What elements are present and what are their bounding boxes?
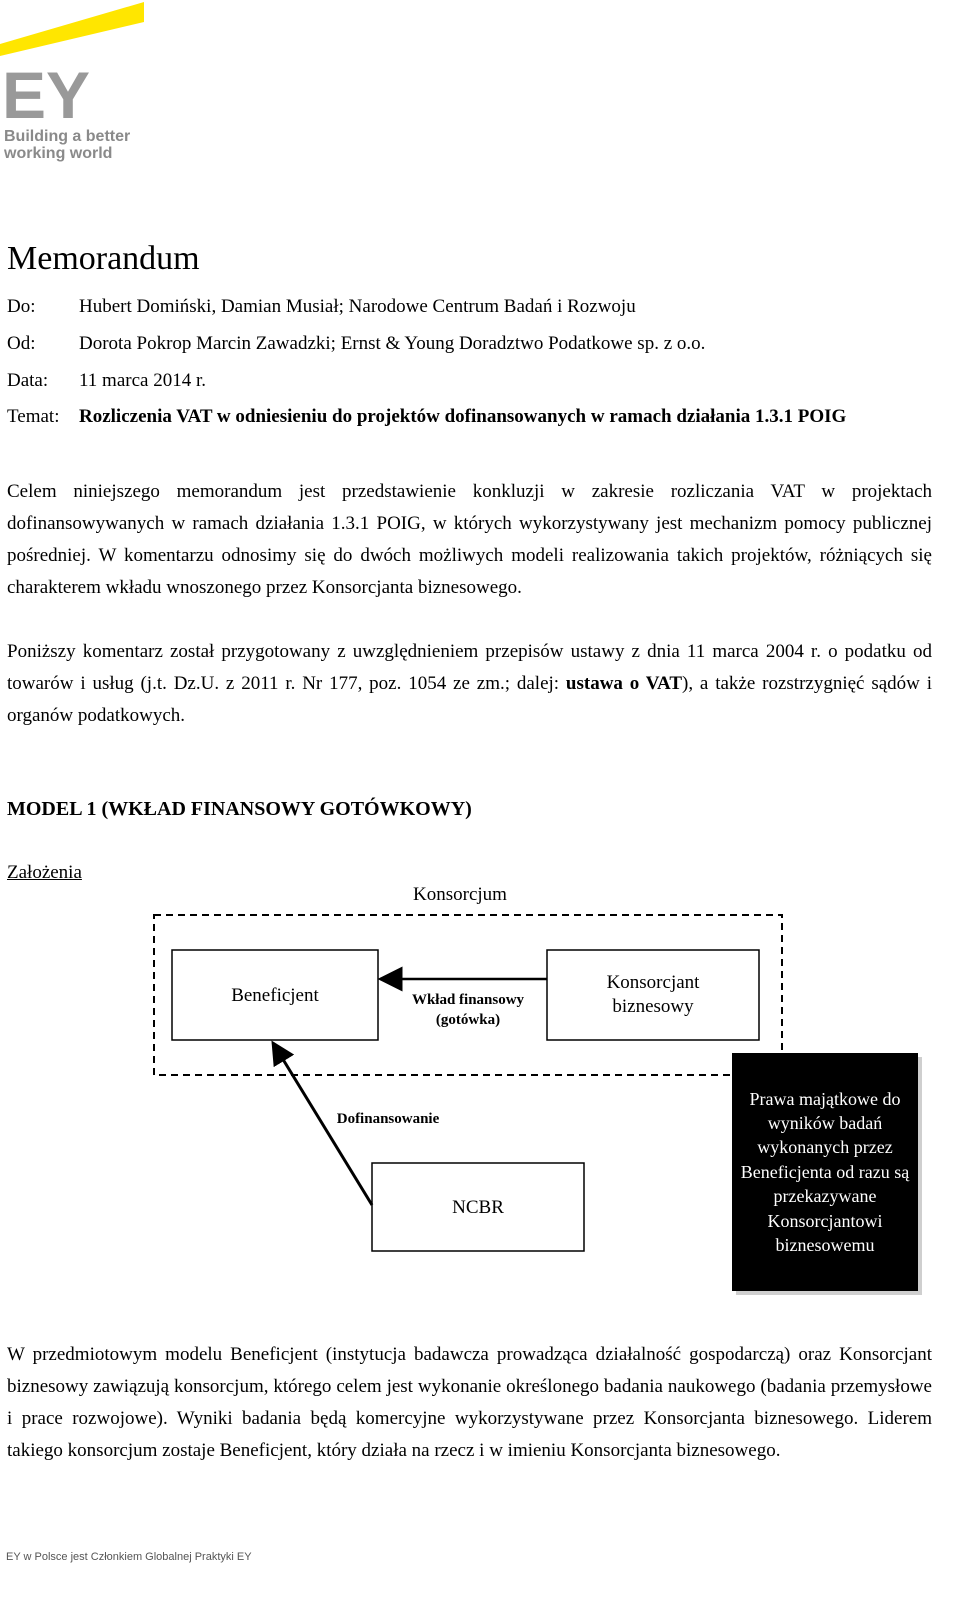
ey-tagline-line2: working world [4, 145, 113, 162]
meta-subject-label: Temat: [7, 406, 60, 427]
beneficiary-label: Beneficjent [231, 985, 319, 1006]
ey-logo-mark [0, 0, 150, 125]
ey-logo-letters: EY [2, 58, 91, 125]
meta-from-value: Dorota Pokrop Marcin Zawadzki; Ernst & Young Doradztwo Podatkowe sp. z o.o. [79, 333, 706, 354]
document-title: Memorandum [7, 240, 200, 277]
meta-to-value: Hubert Domiński, Damian Musiał; Narodowe Centrum Badań i Rozwoju [79, 296, 636, 317]
business-partner-label-line1: Konsorcjant [606, 972, 700, 993]
legal-paragraph [7, 636, 932, 732]
rights-note-text: Prawa majątkowe do wyników badań wykonanych przez Beneficjenta od razu są przekazywane Konsorcjantowi biznesowemu [740, 1088, 910, 1256]
ey-tagline-line1: Building a better [4, 128, 131, 145]
funding-label: Dofinansowanie [336, 1111, 440, 1127]
meta-date-label: Data: [7, 370, 49, 391]
rights-note-box [732, 1053, 918, 1291]
legal-paragraph-bold: ustawa o VAT [565, 673, 683, 694]
ey-logo-beam [0, 2, 144, 56]
business-partner-label [547, 971, 759, 1019]
ey-tagline [4, 128, 130, 162]
legal-paragraph-part2: ), a także rozstrzygnięć sądów i organów podatkowych. [7, 673, 932, 726]
ncbr-label: NCBR [452, 1197, 504, 1218]
business-partner-label-line2: biznesowy [612, 996, 694, 1017]
meta-date-value: 11 marca 2014 r. [79, 370, 206, 391]
meta-from-label: Od: [7, 333, 36, 354]
ey-logo [0, 0, 150, 170]
subheading: Założenia [7, 862, 82, 883]
meta-to-label: Do: [7, 296, 36, 317]
meta-subject-value: Rozliczenia VAT w odniesieniu do projektów dofinansowanych w ramach działania 1.3.1 POIG [79, 406, 847, 427]
consortium-label: Konsorcjum [413, 884, 507, 905]
legal-paragraph-part1: Poniższy komentarz został przygotowany z uwzględnieniem przepisów ustawy z dnia 11 marca 2004 r. o podatku od towarów i usług (j.t. Dz.U. z 2011 r. Nr 177, poz. 1054 ze zm.; dalej: [7, 641, 932, 694]
model-paragraph: W przedmiotowym modelu Beneficjent (instytucja badawcza prowadząca działalność gospodarczą) oraz Konsorcjant biznesowy zawiązują konsorcjum, którego celem jest wykonanie określonego badania naukowego (badania przemysłowe i prace rozwojowe). Wyniki badania będą komercyjne wykorzystywane przez Konsorcjanta biznesowego. Liderem takiego konsorcjum zostaje Beneficjent, który działa na rzecz i w imieniu Konsorcjanta biznesowego. [7, 1344, 932, 1461]
section-heading: MODEL 1 (WKŁAD FINANSOWY GOTÓWKOWY) [7, 798, 472, 820]
contribution-label-line1: Wkład finansowy [411, 992, 525, 1008]
intro-paragraph: Celem niniejszego memorandum jest przedstawienie konkluzji w zakresie rozliczania VAT w projektach dofinansowywanych w ramach działania 1.3.1 POIG, w których wykorzystywany jest mechanizm pomocy publicznej pośredniej. W komentarzu odnosimy się do dwóch możliwych modeli realizowania takich projektów, różniących się charakterem wkładu wnoszonego przez Konsorcjanta biznesowego. [7, 481, 932, 598]
contribution-label-line2: (gotówka) [435, 1012, 501, 1028]
contribution-label [388, 990, 548, 1030]
footer-note: EY w Polsce jest Członkiem Globalnej Praktyki EY [6, 1551, 252, 1563]
